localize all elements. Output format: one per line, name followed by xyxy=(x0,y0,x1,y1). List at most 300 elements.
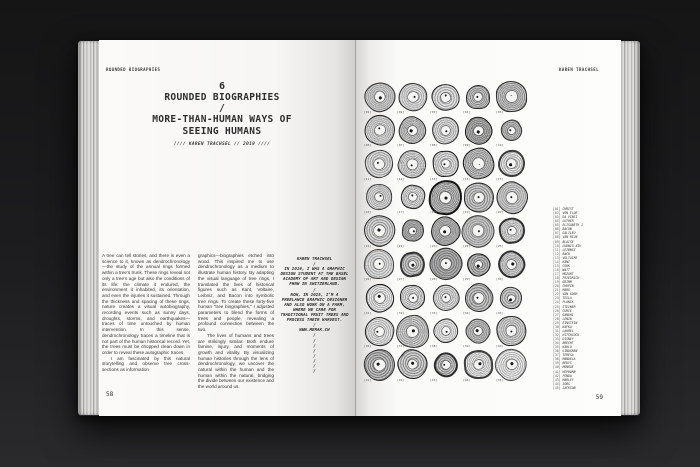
index-name: STEINER xyxy=(562,304,576,309)
index-number: [11] xyxy=(553,247,561,252)
index-name: JOBS xyxy=(562,381,570,386)
specimen-cell xyxy=(396,114,429,148)
heartwood-highlight xyxy=(439,191,451,203)
specimen-cell xyxy=(462,114,495,148)
bio-line: / xyxy=(313,362,316,368)
specimen-label: [22] xyxy=(397,243,405,248)
index-name: BACH xyxy=(562,251,570,256)
specimen-label: [07] xyxy=(397,143,405,147)
body-paragraph: I am fascinated by this natural storytelling and observe tree cross-sections as information xyxy=(102,355,190,373)
heartwood-highlight xyxy=(440,360,450,370)
specimen-cell xyxy=(495,80,528,114)
index-number: [02] xyxy=(553,211,561,216)
index-name: LUDWIG XIV xyxy=(562,243,582,248)
specimen-label: [06] xyxy=(364,143,372,147)
bio-author-name: KAREN TRACHSEL xyxy=(296,256,333,261)
running-head-left: ROUNDED BIOGRAPHIES xyxy=(106,67,161,72)
index-number: [40] xyxy=(553,365,561,370)
heartwood-highlight xyxy=(472,291,485,304)
pith-dot xyxy=(476,264,479,267)
index-name: BRECHT xyxy=(562,341,574,346)
heartwood-highlight xyxy=(506,326,517,337)
index-row xyxy=(553,386,583,390)
specimen-label: [45] xyxy=(496,377,504,382)
index-number: [29] xyxy=(553,320,561,325)
chapter-number: 6 xyxy=(218,81,226,92)
heartwood-highlight xyxy=(473,192,484,203)
heartwood-highlight xyxy=(504,190,518,204)
specimen-cell xyxy=(363,181,396,215)
heartwood-highlight xyxy=(438,257,452,271)
index-name: MONROE xyxy=(562,365,574,370)
bio-line: / xyxy=(313,286,316,292)
specimen-label: [24] xyxy=(463,243,471,248)
tree-ring-illustration xyxy=(497,283,527,313)
specimen-label: [33] xyxy=(430,310,438,315)
specimen-label: [23] xyxy=(430,243,438,248)
specimen-cell xyxy=(462,147,495,181)
index-number: [23] xyxy=(553,296,561,301)
heartwood-highlight xyxy=(474,93,482,101)
index-number: [25] xyxy=(553,304,561,309)
heartwood-highlight xyxy=(375,193,384,202)
specimen-label: [35] xyxy=(496,310,504,315)
pith-dot xyxy=(509,164,511,166)
index-name: MARX xyxy=(562,288,570,293)
pith-dot xyxy=(411,362,415,366)
pith-dot xyxy=(445,129,448,132)
bio-line: / xyxy=(313,342,316,348)
specimen-cell xyxy=(495,348,528,382)
bio-line: / xyxy=(313,347,316,353)
pith-dot xyxy=(510,330,513,333)
pith-dot xyxy=(508,128,511,131)
pith-dot xyxy=(377,161,380,164)
tree-ring-illustration xyxy=(399,284,427,312)
bio-line: / xyxy=(313,332,316,338)
index-name: PLANCK xyxy=(562,300,574,305)
heartwood-highlight xyxy=(406,158,418,170)
running-head-right: KAREN TRACHSEL xyxy=(558,67,599,72)
heartwood-highlight xyxy=(439,292,451,304)
pith-dot xyxy=(379,263,382,266)
index-name: KAFKA xyxy=(562,324,572,329)
specimen-cell xyxy=(396,248,429,282)
pith-dot xyxy=(411,263,414,266)
specimen-cell xyxy=(495,214,528,248)
pith-dot xyxy=(477,96,479,98)
index-number: [43] xyxy=(553,377,561,382)
index-name: LENIN xyxy=(562,316,572,321)
index-number: [33] xyxy=(553,337,561,341)
specimen-label: [12] xyxy=(397,176,405,181)
specimen-cell xyxy=(495,315,528,349)
heartwood-highlight xyxy=(374,325,386,337)
heartwood-highlight xyxy=(441,159,450,168)
pith-dot xyxy=(445,94,448,97)
index-number: [37] xyxy=(553,353,561,358)
specimen-label: [31] xyxy=(364,310,372,315)
heartwood-highlight xyxy=(473,259,483,269)
index-name: DISNEY xyxy=(562,337,574,341)
index-name: MOZART xyxy=(562,272,574,276)
tree-ring-illustration xyxy=(398,250,427,279)
index-name: GANDHI xyxy=(562,312,574,317)
chapter-title-block xyxy=(102,82,342,147)
index-number: [17] xyxy=(553,272,561,276)
index-number: [24] xyxy=(553,300,561,305)
heartwood-highlight xyxy=(506,91,517,102)
specimen-label: [40] xyxy=(496,344,504,348)
index-name: HITCHCOCK xyxy=(562,332,580,337)
pith-dot xyxy=(477,196,479,198)
index-number: [20] xyxy=(553,284,561,289)
heartwood-highlight xyxy=(373,291,386,304)
pith-dot xyxy=(376,363,379,366)
index-number: [32] xyxy=(553,332,561,337)
specimen-cell xyxy=(429,348,462,382)
index-name: KANT xyxy=(562,259,570,264)
specimen-cell xyxy=(495,181,528,215)
pith-dot xyxy=(377,127,380,130)
pith-dot xyxy=(377,331,379,333)
specimen-cell xyxy=(429,248,462,282)
heartwood-highlight xyxy=(407,326,418,337)
heartwood-highlight xyxy=(406,358,419,371)
specimen-label: [39] xyxy=(463,344,471,348)
specimen-label: [27] xyxy=(397,277,405,281)
book-spread xyxy=(78,40,640,416)
title-separator: / xyxy=(219,103,225,114)
heartwood-highlight xyxy=(374,158,385,169)
tree-ring-illustration xyxy=(496,316,527,347)
bio-lines xyxy=(278,261,351,373)
index-number: [38] xyxy=(553,357,561,362)
heartwood-highlight xyxy=(374,259,384,269)
index-number: [22] xyxy=(553,292,561,297)
pith-dot xyxy=(443,229,447,233)
specimen-cell xyxy=(363,147,396,181)
body-paragraph: A tree can tell stories, and there is even a science to it, known as dendrochronology—the study of the annual rings formed within a tree’s trunk. These rings reveal not only a tree’s age but also the conditions of its life: the climate it endured, the environment it inhabited, its orientation, and even the injuries it sustained. Through the thickness and spacing of these rings, nature creates a visual autobiography, recording events such as sunny days, droughts, storms, and earthquakes—traces of time untouched by human intervention. In this sense, dendrochronology traces a timeline that is not part of the human historical record. Yet, the trees must be chopped clean down in order to reveal these autographic traces. xyxy=(102,253,190,355)
pith-dot xyxy=(412,95,415,98)
heartwood-highlight xyxy=(440,326,451,337)
heartwood-highlight xyxy=(472,157,485,170)
specimen-cell xyxy=(462,348,495,382)
index-number: [36] xyxy=(553,349,561,354)
index-number: [15] xyxy=(553,263,561,268)
chapter-title-line2: MORE-THAN-HUMAN WAYS OF xyxy=(152,114,292,125)
index-number: [12] xyxy=(553,251,561,256)
specimen-cell xyxy=(429,315,462,349)
specimen-label: [13] xyxy=(430,176,438,181)
index-name: JACKSON xyxy=(562,385,576,390)
index-name: GRIMM xyxy=(562,280,572,285)
heartwood-highlight xyxy=(409,227,417,235)
index-number: [05] xyxy=(553,223,561,228)
specimen-cell xyxy=(363,114,396,148)
tree-ring-illustration xyxy=(463,182,494,213)
specimen-cell xyxy=(462,181,495,215)
index-name: VAN RIJN xyxy=(562,235,578,240)
bio-line: / xyxy=(313,337,316,343)
pith-dot xyxy=(443,296,446,299)
index-number: [41] xyxy=(553,369,561,374)
bio-line: NOW, IN 2025, I’M A FREELANCE GRAPHIC DESIGNER AND ALSO WORK ON A FARM, WHERE WE CARE FOR TRADITIONAL FRUIT TREES AND PROCESS THEIR HARVEST. xyxy=(280,291,349,323)
index-number: [18] xyxy=(553,276,561,281)
specimen-cell xyxy=(429,147,462,181)
body-column-1 xyxy=(102,253,190,373)
specimen-label: [09] xyxy=(463,143,471,147)
index-name: MANDELA xyxy=(562,357,576,362)
specimen-label: [05] xyxy=(496,109,504,114)
pith-dot xyxy=(476,329,480,333)
bio-line: / xyxy=(313,352,316,358)
pith-dot xyxy=(478,229,481,232)
specimen-cell xyxy=(462,214,495,248)
heartwood-highlight xyxy=(372,224,386,238)
chapter-title-line3: SEEING HUMANS xyxy=(182,126,262,137)
index-name: LINDGREN xyxy=(562,349,578,354)
tree-ring-illustration xyxy=(398,183,426,211)
specimen-label: [18] xyxy=(430,210,438,214)
specimen-label: [29] xyxy=(463,277,471,281)
index-number: [09] xyxy=(553,239,561,244)
pith-dot xyxy=(444,330,448,334)
specimen-label: [16] xyxy=(364,210,372,214)
specimen-cell xyxy=(396,214,429,248)
index-name: WATT xyxy=(562,267,570,272)
specimen-cell xyxy=(396,315,429,349)
heartwood-highlight xyxy=(406,124,418,136)
specimen-label: [37] xyxy=(397,344,405,348)
specimen-cell xyxy=(429,80,462,114)
page-number-left: 58 xyxy=(106,391,114,398)
pith-dot xyxy=(476,296,479,299)
pith-dot xyxy=(479,363,481,365)
bio-line: / xyxy=(313,368,316,374)
tree-ring-illustration xyxy=(463,248,495,280)
specimen-label: [21] xyxy=(364,243,372,248)
index-number: [04] xyxy=(553,219,561,224)
index-number: [28] xyxy=(553,316,561,321)
pith-dot xyxy=(510,195,513,198)
left-page xyxy=(99,40,356,416)
specimen-cell xyxy=(396,348,429,382)
index-number: [07] xyxy=(553,231,561,236)
bio-line: IN 2019, I WAS A GRAPHIC DESIGN STUDENT AT THE BASEL ACADEMY OF ART AND DESIGN FHNW IN SWITZERLAND. xyxy=(280,266,349,287)
tree-ring-illustration xyxy=(497,116,526,145)
specimen-cell xyxy=(429,281,462,315)
index-number: [31] xyxy=(553,328,561,333)
specimen-label: [20] xyxy=(496,210,504,214)
index-number: [27] xyxy=(553,312,561,317)
index-name: KAHLO xyxy=(562,345,572,350)
specimen-cell xyxy=(396,181,429,215)
heartwood-highlight xyxy=(406,90,419,103)
specimen-cell xyxy=(429,181,462,215)
specimen-cell xyxy=(396,147,429,181)
heartwood-highlight xyxy=(439,124,451,136)
heartwood-highlight xyxy=(408,293,417,302)
heartwood-highlight xyxy=(439,224,452,237)
pith-dot xyxy=(511,262,514,265)
index-name: HEPBURN xyxy=(562,369,576,374)
right-page xyxy=(356,40,621,416)
heartwood-highlight xyxy=(507,293,517,303)
specimen-label: [11] xyxy=(364,176,372,181)
specimen-label: [38] xyxy=(430,344,438,348)
tree-ring-illustration xyxy=(396,314,430,348)
index-name: FRIEDRICH xyxy=(562,276,580,281)
specimen-cell xyxy=(462,315,495,349)
specimen-label: [01] xyxy=(364,109,372,114)
tree-ring-illustration xyxy=(432,150,460,178)
pith-dot xyxy=(476,130,479,133)
body-paragraph: graphics—biographies etched into wood. This inspired me to use dendrochronology as a medium to illustrate human history. By adapting the visual language of tree rings, I translated the lives of historical figures such as Kant, Voltaire, Leibniz, and Bacon into symbolic tree rings. To create these forty-five human “tree biographies,” I adjusted parameters to blend the forms of trees and people, revealing a profound connection between the two. xyxy=(198,253,274,333)
bio-line: / xyxy=(313,322,316,328)
pith-dot xyxy=(412,329,415,332)
specimen-label: [26] xyxy=(364,277,372,281)
heartwood-highlight xyxy=(373,124,386,137)
specimen-cell xyxy=(396,80,429,114)
specimen-cell xyxy=(429,214,462,248)
index-name: TESLA xyxy=(562,296,572,301)
specimen-label: [42] xyxy=(397,377,405,382)
specimen-label: [43] xyxy=(430,377,438,382)
index-name: ELISABETH I xyxy=(562,223,583,228)
index-number: [01] xyxy=(553,207,561,211)
index-name: BEUYS xyxy=(562,361,572,366)
heartwood-highlight xyxy=(372,357,387,372)
bio-line: / xyxy=(313,261,316,267)
specimen-cell xyxy=(363,248,396,282)
pith-dot xyxy=(411,195,413,197)
pith-dot xyxy=(509,229,511,231)
tree-ring-illustration xyxy=(363,148,395,180)
heartwood-highlight xyxy=(408,260,417,269)
index-name: MARLEY xyxy=(562,377,574,382)
heartwood-highlight xyxy=(507,226,516,235)
pith-dot xyxy=(510,362,514,366)
specimen-cell xyxy=(462,281,495,315)
specimen-label: [15] xyxy=(496,176,504,181)
pith-dot xyxy=(410,163,413,166)
specimen-label: [19] xyxy=(463,210,471,214)
index-name: DA VINCI xyxy=(562,215,578,220)
pith-dot xyxy=(410,129,413,132)
specimen-cell xyxy=(495,281,528,315)
specimen-cell xyxy=(462,248,495,282)
heartwood-highlight xyxy=(473,326,484,337)
specimen-label: [02] xyxy=(397,109,405,114)
index-name: VOLTAIRE xyxy=(562,255,578,260)
pith-dot xyxy=(411,296,413,298)
index-number: [45] xyxy=(553,385,561,390)
pith-dot xyxy=(377,295,381,299)
index-name: BACON xyxy=(562,227,572,232)
specimen-label: [08] xyxy=(430,143,438,147)
index-name: CURIE xyxy=(562,308,572,313)
open-pages xyxy=(99,40,621,416)
specimen-cell xyxy=(495,248,528,282)
heartwood-highlight xyxy=(408,193,417,202)
index-number: [34] xyxy=(553,341,561,346)
heartwood-highlight xyxy=(474,360,484,370)
index-number: [35] xyxy=(553,345,561,350)
index-name: EINSTEIN xyxy=(562,320,578,325)
index-name: CHRIST xyxy=(562,207,574,211)
index-name: CHOPIN xyxy=(562,284,574,289)
index-number: [08] xyxy=(553,235,561,240)
index-number: [21] xyxy=(553,288,561,293)
pith-dot xyxy=(444,196,447,199)
pith-dot xyxy=(478,164,480,166)
specimen-label: [03] xyxy=(430,109,438,114)
index-number: [19] xyxy=(553,280,561,285)
heartwood-highlight xyxy=(472,124,485,137)
heartwood-highlight xyxy=(471,223,486,238)
ring-grid xyxy=(363,80,528,382)
index-name: LEIBNIZ xyxy=(562,247,576,252)
specimen-label: [41] xyxy=(364,377,372,382)
index-name: VAN GOGH xyxy=(562,292,578,297)
index-name: LUTHER xyxy=(562,219,574,224)
pith-dot xyxy=(379,195,382,198)
pith-dot xyxy=(378,95,382,99)
specimen-cell xyxy=(495,147,528,181)
tree-ring-illustration xyxy=(463,349,494,380)
body-column-2 xyxy=(198,253,274,390)
index-name: BLAISE xyxy=(562,239,574,244)
specimen-label: [32] xyxy=(397,310,405,315)
heartwood-highlight xyxy=(440,91,452,103)
specimen-label: [44] xyxy=(463,377,471,382)
pith-dot xyxy=(412,231,414,233)
bio-block xyxy=(278,256,351,373)
specimen-cell xyxy=(462,80,495,114)
specimen-cell xyxy=(429,114,462,148)
page-number-right: 59 xyxy=(595,394,603,401)
pith-dot xyxy=(377,228,380,231)
index-name: FONDA xyxy=(562,373,572,378)
tree-ring-illustration xyxy=(366,184,393,211)
pith-dot xyxy=(509,297,513,301)
page-edges-right xyxy=(619,41,640,415)
heartwood-highlight xyxy=(504,357,519,372)
specimen-cell xyxy=(495,114,528,148)
index-name: VON FLUE xyxy=(562,211,578,216)
specimen-label: [14] xyxy=(463,176,471,181)
byline: //// KAREN TRACHSEL // 2019 //// xyxy=(173,142,271,147)
tree-ring-illustration xyxy=(497,149,526,178)
index-number: [13] xyxy=(553,255,561,260)
pith-dot xyxy=(444,262,448,266)
specimen-index xyxy=(553,207,583,390)
specimen-label: [04] xyxy=(463,109,471,114)
specimen-label: [36] xyxy=(364,344,372,348)
heartwood-highlight xyxy=(507,159,516,168)
tree-ring-illustration xyxy=(497,217,525,245)
specimen-cell xyxy=(363,214,396,248)
index-number: [39] xyxy=(553,361,561,366)
pith-dot xyxy=(443,163,445,165)
body-paragraph: The lives of humans and trees are strikingly similar. Both endure famine, injury, and moments of growth and vitality. By visualizing human histories through the lens of dendrochronology, we uncover the natural within the human and the human within the natural, bridging the divide between our existence and the world around us. xyxy=(198,332,274,390)
heartwood-highlight xyxy=(506,259,517,270)
bio-line: WWW.MERAK.CH xyxy=(299,327,330,333)
specimen-cell xyxy=(396,281,429,315)
index-name: GALILEO xyxy=(562,231,576,236)
pith-dot xyxy=(510,95,512,97)
